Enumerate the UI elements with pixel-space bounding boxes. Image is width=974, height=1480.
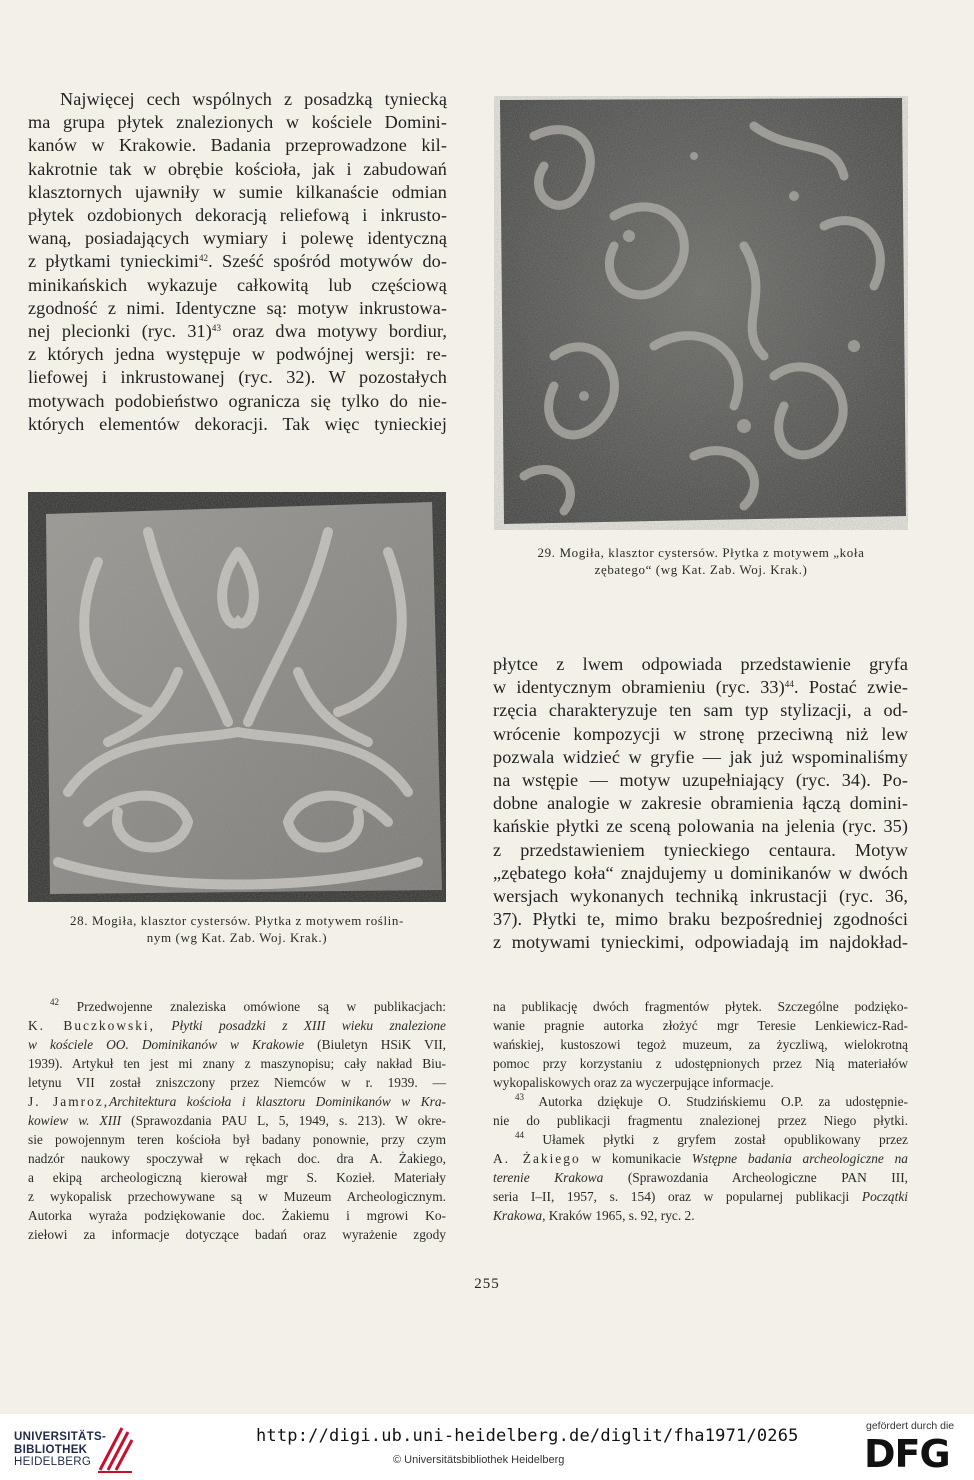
- text-line: minikańskich wykazuje całkowitą lub częściową: [28, 274, 447, 295]
- text-fragment: . Postać zwie-: [793, 677, 909, 698]
- text-line: z przedstawieniem tynieckiego centaura. Motyw: [493, 839, 908, 860]
- library-emblem-icon: [96, 1420, 136, 1476]
- body-text-column-1: [28, 88, 447, 436]
- caption-line: nym (wg Kat. Zab. Woj. Krak.): [146, 930, 328, 945]
- text-line: z motywami tynieckimi, odpowiadają im najdokład-: [493, 932, 908, 953]
- text-line: rzęcia charakteryzuje ten sam typ stylizacji, a od-: [493, 700, 908, 721]
- footnote-line: a ekipą archeologiczną kierował mgr S. Kozieł. Materiały: [28, 1170, 446, 1185]
- footnote-line: [28, 1016, 446, 1035]
- footnote-line: sie powojennym teren kościoła był badany ponownie, przy czym: [28, 1132, 446, 1147]
- text-line: na wstępie — motyw uzupełniający (ryc. 34). Po-: [493, 770, 908, 791]
- library-name-line: HEIDELBERG: [14, 1456, 92, 1468]
- library-name-line: BIBLIOTHEK: [14, 1443, 88, 1456]
- footnote-line: [493, 1187, 908, 1206]
- text-line: wersjach wykonanych techniką inkrustacji (ryc. 36,: [493, 886, 908, 907]
- caption-line: zębatego“ (wg Kat. Zab. Woj. Krak.): [594, 562, 808, 577]
- text-line: waną, posiadających wymiary i polewę identyczną: [28, 228, 447, 249]
- publication-title: Krakowa,: [493, 1208, 546, 1223]
- tile-gear-motif-image: [494, 96, 908, 530]
- footnote-line: [28, 1092, 446, 1111]
- footnote-line: na publikację dwóch fragmentów płytek. Szczególne podzięko-: [493, 999, 908, 1014]
- text-line: dobne analogie w zakresie obramienia łączą domini-: [493, 793, 908, 814]
- footnote-line: [28, 1111, 446, 1130]
- publication-title: terenie Krakowa: [493, 1170, 604, 1185]
- text-line: z których jedna występuje w podwójnej wersji: re-: [28, 344, 447, 365]
- text-line: płytce z lwem odpowiada przedstawienie gryfa: [493, 654, 908, 674]
- text-line: 37). Płytki te, mimo braku bezpośredniej zgodności: [493, 909, 908, 930]
- text-fragment: (Biuletyn HSiK VII,: [304, 1037, 447, 1052]
- publication-title: Architektura kościoła i klasztoru Dominikanów w Kra-: [109, 1094, 446, 1109]
- footnote-line: Autorka wyraża podziękowanie doc. Żakiemu i mgrowi Ko-: [28, 1208, 446, 1223]
- text-fragment: (Sprawozdania PAU L, 5, 1949, s. 213). W okre-: [121, 1113, 446, 1128]
- text-line: „zębatego koła“ znajdujemy u dominikanów w dwóch: [493, 862, 908, 883]
- footnote-ref-44[interactable]: 44: [784, 679, 794, 690]
- tile-plant-motif-image: [28, 492, 446, 902]
- footnote-line: [493, 1130, 908, 1149]
- publication-title: w kościele OO. Dominikanów w Krakowie: [28, 1037, 305, 1052]
- author-name: A. Żakiego: [493, 1151, 581, 1166]
- body-text-column-2: [493, 653, 908, 955]
- publication-title: Początki: [861, 1189, 908, 1204]
- footnote-line: letynu VII został zniszczony przez Niemców w r. 1939. —: [28, 1075, 446, 1090]
- text-fragment: seria I–II, 1957, s. 154) oraz w popularnej publikacji: [493, 1189, 862, 1204]
- text-fragment: Przedwojenne znaleziska omówione są w publikacjach:: [59, 999, 446, 1014]
- text-fragment: nej plecionki (ryc. 31): [28, 321, 212, 342]
- publication-title: Płytki posadzki z XIII wieku znalezione: [171, 1018, 446, 1033]
- text-fragment: Ułamek płytki z gryfem został opublikowany przez: [524, 1132, 908, 1147]
- page-number: 255: [474, 1276, 500, 1292]
- footnote-line: [493, 1092, 908, 1111]
- text-fragment: Kraków 1965, s. 92, ryc. 2.: [545, 1208, 695, 1223]
- text-line: których elementów dekoracji. Tak więc tynieckiej: [28, 413, 447, 434]
- text-fragment: z płytkami tynieckimi: [28, 251, 199, 272]
- footer-bar: [0, 1414, 974, 1480]
- text-line: kakrotnie tak w obrębie kościoła, jak i zabudowań: [28, 158, 447, 179]
- figure-28-caption: [24, 912, 450, 946]
- footnote-line: wykopaliskowych oraz za wyczerpujące informacje.: [493, 1075, 774, 1090]
- caption-line: 29. Mogiła, klasztor cystersów. Płytka z motywem „koła: [537, 545, 865, 560]
- footnote-number-43: 43: [515, 1092, 524, 1102]
- footnote-line: 1939). Artykuł ten jest mi znany z maszynopisu; cały nakład Biu-: [28, 1056, 446, 1071]
- footnote-line: z wykopalisk przechowywane są w Muzeum Archeologicznym.: [28, 1189, 446, 1204]
- text-line: [493, 676, 908, 699]
- footnotes-left: [28, 997, 446, 1244]
- text-fragment: (Sprawozdania Archeologiczne PAN III,: [603, 1170, 908, 1185]
- author-name: J. Jamroz,: [28, 1094, 110, 1109]
- caption-line: 28. Mogiła, klasztor cystersów. Płytka z motywem roślin-: [70, 913, 404, 928]
- text-line: klasztornych ujawniły w sumie kilkanaście odmian: [28, 181, 447, 202]
- footnote-ref-42[interactable]: 42: [198, 253, 209, 264]
- footnote-line: [28, 997, 446, 1016]
- figure-29-caption: [491, 544, 911, 578]
- figure-29-photo: [494, 96, 908, 530]
- footnote-line: [493, 1168, 908, 1187]
- footnote-number-44: 44: [515, 1130, 524, 1140]
- dfg-logo[interactable]: DFG: [864, 1432, 950, 1476]
- text-fragment: w identycznym obramieniu (ryc. 33): [493, 677, 785, 698]
- author-name: K. Buczkowski,: [28, 1018, 155, 1033]
- text-line: [28, 250, 447, 273]
- footnote-line: pomoc przy korzystaniu z udostępnionych przez Nią materiałów: [493, 1056, 908, 1071]
- footnotes-right: [493, 997, 908, 1225]
- text-line: wrócenie kompozycji w stronę przeciwną niż lew: [493, 723, 908, 744]
- publication-title: kowiew w. XIII: [28, 1113, 122, 1128]
- text-fragment: . Sześć spośród motywów do-: [208, 251, 447, 272]
- text-line: płytek ozdobionych dekoracją reliefową i inkrusto-: [28, 205, 447, 226]
- text-line: liefowej i inkrustowanej (ryc. 32). W pozostałych: [28, 367, 447, 388]
- text-line: pozwala widzieć w gryfie — jak już wspominaliśmy: [493, 746, 908, 767]
- publication-title: Wstępne badania archeologiczne na: [691, 1151, 908, 1166]
- text-line: kanów w Krakowie. Badania przeprowadzone kil-: [28, 135, 447, 156]
- library-logo[interactable]: [14, 1431, 106, 1469]
- text-line: Najwięcej cech wspólnych z posadzką tyniecką: [60, 89, 447, 109]
- footnote-line: nadzór naukowy spoczywał w rękach doc. dra A. Żakiego,: [28, 1151, 446, 1166]
- footnote-line: [493, 1206, 908, 1225]
- footnote-line: wańskiej, kustoszowi tegoż muzeum, za życzliwą, wielokrotną: [493, 1037, 908, 1052]
- text-line: [28, 320, 447, 343]
- footnote-line: [493, 1149, 908, 1168]
- funding-note: gefördert durch die: [866, 1420, 955, 1432]
- footnote-line: nie do publikacji fragmentu znalezionej przez Niego płytki.: [493, 1113, 908, 1128]
- library-name-line: UNIVERSITÄTS-: [14, 1431, 107, 1443]
- text-line: motywach podobieństwo ogranicza się tylko do nie-: [28, 390, 447, 411]
- text-fragment: Autorka dziękuje O. Studzińskiemu O.P. za udostępnie-: [524, 1094, 908, 1109]
- permalink-url[interactable]: http://digi.ub.uni-heidelberg.de/diglit/fha1971/0265: [256, 1426, 799, 1446]
- footnote-line: ziełowi za informacje dotyczące badań oraz wyrażenie zgody: [28, 1227, 446, 1242]
- text-fragment: w komunikacie: [580, 1151, 692, 1166]
- text-fragment: oraz dwa motywy bordiur,: [221, 321, 447, 342]
- footnote-ref-43[interactable]: 43: [211, 323, 222, 334]
- figure-28-photo: [28, 492, 446, 902]
- footnote-line: [28, 1035, 446, 1054]
- footnote-number-42: 42: [50, 997, 59, 1007]
- text-line: ma grupa płytek znalezionych w kościele Domini-: [28, 112, 447, 133]
- copyright-notice: © Universitätsbibliothek Heidelberg: [393, 1454, 565, 1466]
- footnote-line: wanie pragnie autorka złożyć mgr Teresie Lenkiewicz-Rad-: [493, 1018, 908, 1033]
- text-line: kańskie płytki ze sceną polowania na jelenia (ryc. 35): [493, 816, 908, 837]
- text-line: zgodność z nimi. Identyczne są: motyw inkrustowa-: [28, 297, 447, 318]
